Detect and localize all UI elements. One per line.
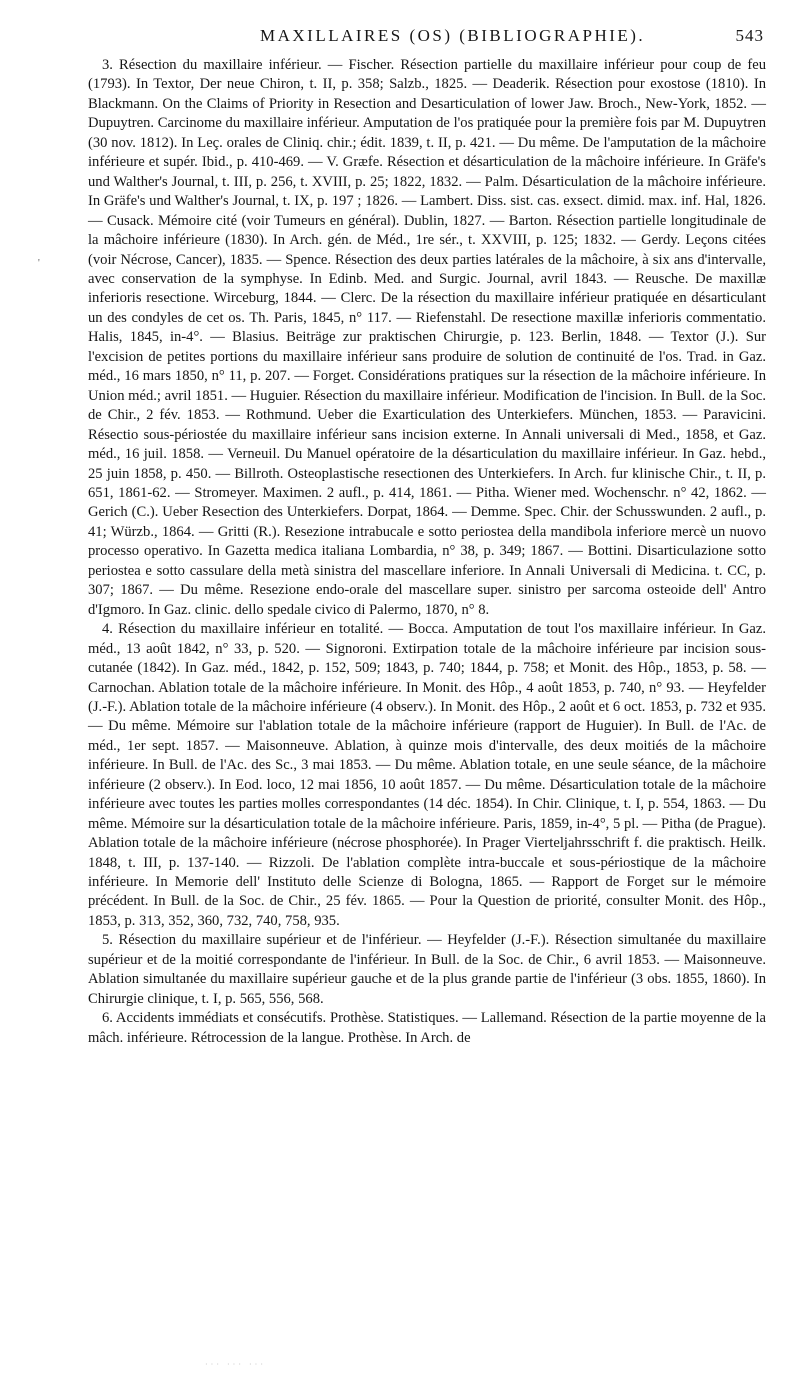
section-number: 3. <box>102 57 113 73</box>
running-header <box>88 26 766 56</box>
section-title: Résection du maxillaire inférieur. <box>119 57 322 73</box>
section-title: Accidents immédiats et consécutifs. Prothèse. Statistiques. <box>115 1010 459 1027</box>
section-title: Résection du maxillaire inférieur en totalité. <box>118 621 384 638</box>
section-text: — Heyfelder (J.-F.). Résection simultanée du maxillaire supérieur et de la moitié correspondante de l'inférieur. In Bull. de la Soc. de Chir., 6 avril 1853. — Maisonneuve. Ablation simultanée du maxillaire supérieur gauche et de la plus grande partie de l'inférieur (3 obs. 1855, 1860). In Chirurgie clinique, t. I, p. 565, 556, 568. <box>88 932 766 1007</box>
section-number: 6. <box>102 1010 113 1027</box>
bibliography-section-6 <box>88 1009 766 1048</box>
bibliography-body <box>88 56 766 1048</box>
section-text: — Bocca. Amputation de tout l'os maxillaire inférieur. In Gaz. méd., 13 août 1842, n° 33, p. 520. — Signoroni. Extirpation totale de la mâchoire inférieure par incision sous-cutanée (1842). In Gaz. méd., 1842, p. 152, 509; 1843, p. 740; 1844, p. 758; et Monit. des Hôp., 1853, p. 58. — Carnochan. Ablation totale de la mâchoire inférieure. In Monit. des Hôp., 4 août 1853, p. 740, n° 93. — Heyfelder (J.-F.). Ablation totale de la mâchoire inférieure (4 observ.). In Monit. des Hôp., 2 août et 6 oct. 1853, p. 732 et 935. — Du même. Mémoire sur l'ablation totale de la mâchoire inférieure (rapport de Huguier). In Bull. de l'Ac. de méd., 1er sept. 1857. — Maisonneuve. Ablation, à quinze mois d'intervalle, des deux moitiés de la mâchoire inférieure. In Bull. de l'Ac. des Sc., 3 mai 1853. — Du même. Ablation totale, en une seule séance, de la mâchoire inférieure (2 observ.). In Eod. loco, 12 mai 1856, 10 août 1857. — Du même. Désarticulation totale de la mâchoire inférieure avec toutes les parties molles correspondantes (14 déc. 1854). In Chir. Clinique, t. I, p. 554, 1863. — Du même. Mémoire sur la désarticulation totale de la mâchoire inférieure. Paris, 1859, in-4°, 5 pl. — Pitha (de Prague). Ablation totale de la mâchoire inférieure (nécrose phosphorée). In Prager Vierteljahrsschrift f. die praktisch. Heilk. 1848, t. III, p. 137-140. — Rizzoli. De l'ablation complète intra-buccale et sous-périostique de la mâchoire inférieure. In Memorie dell' Instituto delle Scienze di Bologna, 1865. — Rapport de Forget sur le mémoire précédent. In Bull. de la Soc. de Chir., 25 fév. 1865. — Pour la Question de priorité, consulter Monit. des Hôp., 1853, p. 313, 352, 360, 732, 740, 758, 935. <box>88 621 766 929</box>
section-title: Résection du maxillaire supérieur et de l'inférieur. <box>118 932 422 949</box>
bottom-faint-mark: ··· ··· ··· <box>205 1360 266 1369</box>
section-number: 5. <box>102 932 113 949</box>
bibliography-section-5 <box>88 931 766 1009</box>
margin-mark: ' <box>38 258 40 269</box>
section-text: — Lallemand. Résection de la partie moyenne de la mâch. inférieure. Rétrocession de la langue. Prothèse. In Arch. de <box>88 1010 767 1046</box>
page-header-title: MAXILLAIRES (OS) (BIBLIOGRAPHIE). <box>260 26 646 45</box>
page-number: 543 <box>735 26 764 45</box>
bibliography-section-3 <box>88 56 766 620</box>
section-text: — Fischer. Résection partielle du maxillaire inférieur pour coup de feu (1793). In Textor, Der neue Chiron, t. II, p. 358; Salzb., 1825. — Deaderik. Résection pour exostose (1810). In Blackmann. On the Claims of Priority in Resection and Desarticulation of lower Jaw. Broch., New-York, 1852. — Dupuytren. Carcinome du maxillaire inférieur. Amputation de l'os pratiquée pour la première fois par M. Dupuytren (30 nov. 1812). In Leç. orales de Cliniq. chir.; édit. 1839, t. II, p. 421. — Du même. De l'amputation de la mâchoire inférieure et supér. Ibid., p. 410-469. — V. Græfe. Résection et désarticulation de la mâchoire inférieure. In Gräfe's und Walther's Journal, t. III, p. 256, t. XVIII, p. 25; 1822, 1832. — Palm. Désarticulation de la mâchoire inférieure. In Gräfe's und Walther's Journal, t. IX, p. 197 ; 1826. — Lambert. Diss. sist. cas. exsect. dimid. max. inf. Hal, 1826. — Cusack. Mémoire cité (voir Tumeurs en général). Dublin, 1827. — Barton. Résection partielle longitudinale de la mâchoire inférieure (1830). In Arch. gén. de Méd., 1re sér., t. XXVIII, p. 125; 1832. — Gerdy. Leçons citées (voir Nécrose, Cancer), 1835. — Spence. Résection des deux parties latérales de la mâchoire, à six ans d'intervalle, avec conservation de la symphyse. In Edinb. Med. and Surgic. Journal, avril 1843. — Reusche. De maxillæ inferioris resectione. Wirceburg, 1844. — Clerc. De la résection du maxillaire inférieur pratiquée en désarticulant un des condyles de cet os. Th. Paris, 1845, n° 117. — Riefenstahl. De resectione maxillæ inferioris commentatio. Halis, 1845, in-4°. — Blasius. Beiträge zur praktischen Chirurgie, p. 123. Berlin, 1848. — Textor (J.). Sur l'excision de petites portions du maxillaire inférieur sans produire de solution de continuité de l'os. Trad. in Gaz. méd., 16 mars 1850, n° 11, p. 207. — Forget. Considérations pratiques sur la résection de la mâchoire inférieure. In Union méd.; avril 1851. — Huguier. Résection du maxillaire inférieur. Modification de l'incision. In Bull. de la Soc. de Chir., 2 fév. 1853. — Rothmund. Ueber die Exarticulation des Unterkiefers. München, 1853. — Paravicini. Résectio sous-périostée du maxillaire inférieur sans incision externe. In Annali universali di Med., 1858, et Gaz. méd., 16 juil. 1858. — Verneuil. Du Manuel opératoire de la désarticulation du maxillaire inférieur. In Gaz. hebd., 25 juin 1858, p. 450. — Billroth. Osteoplastische resectionen des Unterkiefers. In Arch. fur klinische Chir., t. II, p. 651, 1861-62. — Stromeyer. Maximen. 2 aufl., p. 414, 1861. — Pitha. Wiener med. Wochenschr. n° 42, 1862. — Gerich (C.). Ueber Resection des Unterkiefers. Dorpat, 1864. — Demme. Spec. Chir. der Schusswunden. 2 aufl., p. 41; Würzb., 1864. — Gritti (R.). Resezione intrabucale e sotto periostea della mandibola inferiore mercè un nuovo processo operativo. In Gazetta medica italiana Lombardia, n° 38, p. 349; 1867. — Bottini. Disarticulazione sotto periostea e sotto cassulare della metà sinistra del mascellare inferiore. In Annali Universali di Medicina. t. CC, p. 307; 1867. — Du même. Resezione endo-orale del mascellare super. sinistro per sarcoma osteoide dell' Antro d'Igmoro. In Gaz. clinic. dello spedale civico di Palermo, 1870, n° 8. <box>88 57 767 618</box>
section-number: 4. <box>102 621 113 638</box>
bibliography-section-4 <box>88 620 766 931</box>
